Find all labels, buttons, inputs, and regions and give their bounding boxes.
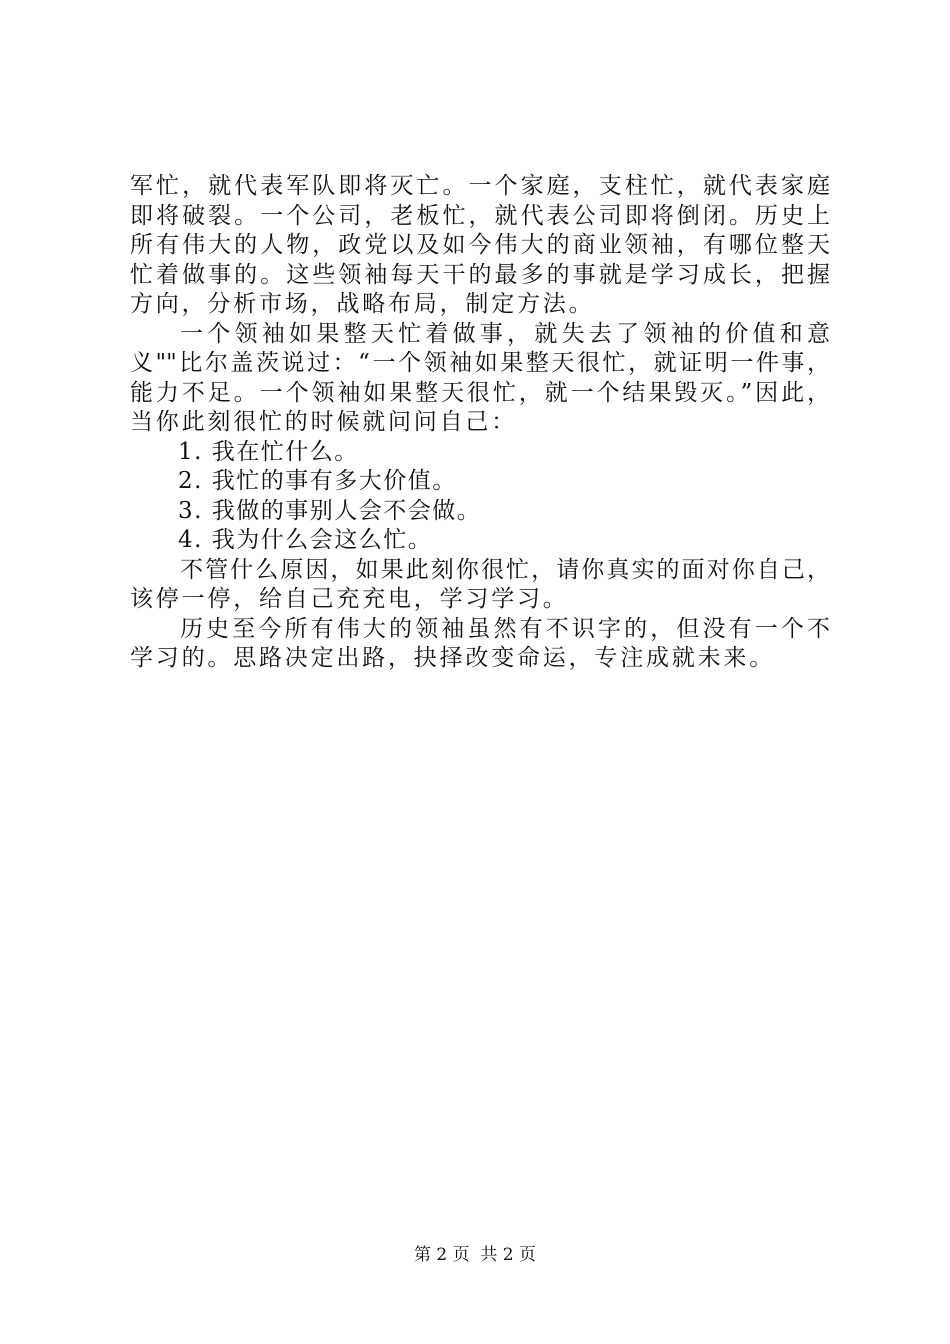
- text-line: 军忙，就代表军队即将灭亡。一个家庭，支柱忙，就代表家庭: [130, 173, 830, 199]
- text-line: 该停一停，给自己充充电，学习学习。: [130, 586, 569, 612]
- text-line: 历史至今所有伟大的领袖虽然有不识字的，但没有一个不: [180, 615, 830, 642]
- list-item: 1. 我在忙什么。: [178, 438, 359, 465]
- document-body: [130, 172, 830, 674]
- text-line: 即将破裂。一个公司，老板忙，就代表公司即将倒闭。历史上: [130, 202, 830, 229]
- text-line: 能力不足。一个领袖如果整天很忙，就一个结果毁灭。”因此，: [130, 379, 830, 406]
- page-footer: [0, 1244, 950, 1266]
- text-line: 义""比尔盖茨说过：“一个领袖如果整天很忙，就证明一件事，: [130, 350, 830, 376]
- text-line: 不管什么原因，如果此刻你很忙，请你真实的面对你自己，: [180, 556, 830, 583]
- text-line: 一个领袖如果整天忙着做事，就失去了领袖的价值和意: [180, 320, 830, 347]
- text-line: 学习的。思路决定出路，抉择改变命运，专注成就未来。: [130, 645, 775, 671]
- text-line: 忙着做事的。这些领袖每天干的最多的事就是学习成长，把握: [130, 261, 830, 288]
- page-number: 第 2 页 共 2 页: [413, 1245, 537, 1265]
- list-item: 4. 我为什么会这么忙。: [178, 527, 433, 553]
- text-line: 所有伟大的人物，政党以及如今伟大的商业领袖，有哪位整天: [130, 232, 830, 258]
- text-line: 当你此刻很忙的时候就问问自己：: [130, 409, 517, 435]
- list-item: 3. 我做的事别人会不会做。: [178, 497, 482, 524]
- list-item: 2. 我忙的事有多大价值。: [178, 468, 457, 494]
- text-line: 方向，分析市场，战略布局，制定方法。: [130, 291, 595, 317]
